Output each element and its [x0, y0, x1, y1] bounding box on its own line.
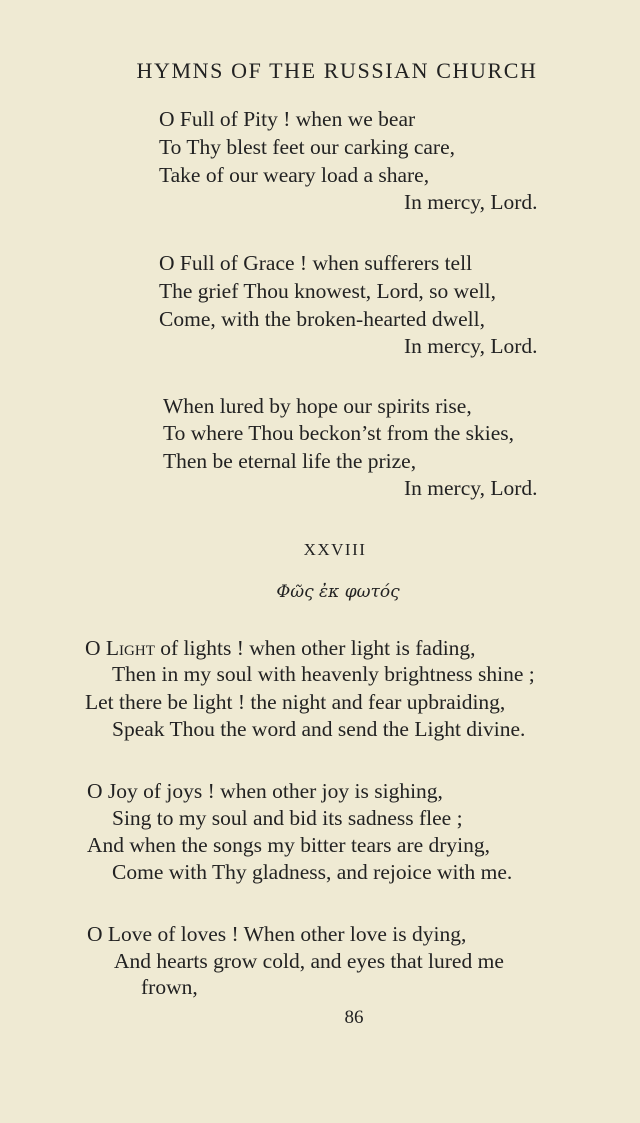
opening-letter: O	[85, 636, 106, 660]
poem-line: O Full of Pity ! when we bear	[159, 107, 416, 131]
poem-line: Take of our weary load a share,	[159, 163, 430, 187]
hymn-line: Come with Thy gladness, and rejoice with me.	[112, 860, 513, 884]
poem-refrain: In mercy, Lord.	[404, 334, 538, 358]
hymn-number: XXVIII	[303, 540, 367, 559]
poem-line: To Thy blest feet our carking care,	[159, 135, 455, 159]
poem-line: O Full of Grace ! when sufferers tell	[159, 251, 473, 275]
hymn-greek-title: Φῶς ἐκ φωτός	[276, 582, 400, 602]
hymn-line: frown,	[141, 975, 198, 999]
hymn-line: Speak Thou the word and send the Light divine.	[112, 717, 526, 741]
poem-refrain: In mercy, Lord.	[404, 190, 538, 214]
opening-smallcaps-word: Light	[105, 636, 155, 660]
poem-line: To where Thou beckon’st from the skies,	[163, 421, 514, 445]
hymn-line: And when the songs my bitter tears are drying,	[87, 833, 491, 857]
hymn-line: Then in my soul with heavenly brightness shine ;	[112, 662, 535, 686]
poem-line: Come, with the broken-hearted dwell,	[159, 307, 485, 331]
poem-line: The grief Thou knowest, Lord, so well,	[159, 279, 496, 303]
poem-refrain: In mercy, Lord.	[404, 476, 538, 500]
hymn-line: And hearts grow cold, and eyes that lured me	[114, 949, 504, 973]
hymn-line-opening	[85, 638, 476, 660]
page-number: 86	[344, 1007, 364, 1028]
opening-rest: of lights ! when other light is fading,	[154, 636, 476, 660]
poem-line: Then be eternal life the prize,	[163, 449, 417, 473]
hymn-line: O Love of loves ! When other love is dying,	[87, 922, 467, 946]
poem-line: When lured by hope our spirits rise,	[163, 394, 472, 418]
running-title: HYMNS OF THE RUSSIAN CHURCH	[136, 58, 538, 83]
hymn-line: Sing to my soul and bid its sadness flee ;	[112, 806, 463, 830]
hymn-line: O Joy of joys ! when other joy is sighing,	[87, 779, 443, 803]
hymn-line: Let there be light ! the night and fear upbraiding,	[85, 690, 506, 714]
